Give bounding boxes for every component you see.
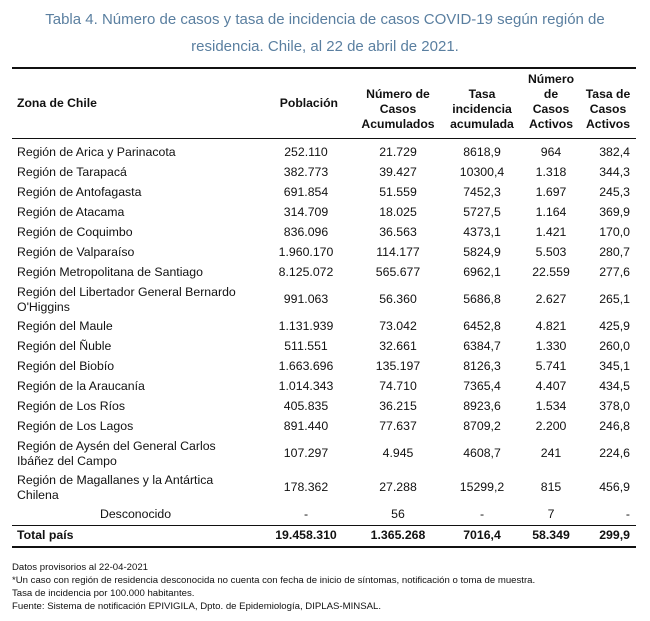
cell-casos-acumulados: 1.365.268: [354, 525, 442, 547]
cell-zona: Región del Maule: [17, 319, 113, 333]
cell-casos-acumulados: 51.559: [379, 185, 417, 199]
footnote: Fuente: Sistema de notificación EPIVIGILA, Dpto. de Epidemiología, DIPLAS-MINSAL.: [12, 601, 382, 612]
cell-tasa-acumulada: 7365,4: [463, 379, 501, 393]
cell-tasa-acumulada: 8618,9: [463, 145, 501, 159]
table-row: [12, 505, 636, 526]
cell-casos-acumulados: 114.177: [376, 245, 420, 259]
cell-casos-activos: 964: [540, 145, 562, 159]
cell-zona: Región de Magallanes y la Antártica Chilena: [17, 472, 214, 502]
cell-casos-activos: 2.200: [535, 419, 567, 433]
cell-casos-activos: 5.503: [535, 245, 567, 259]
table-row: [12, 138, 636, 163]
cell-casos-activos: 22.559: [532, 265, 570, 279]
table-row: [12, 377, 636, 397]
footnote: Tasa de incidencia por 100.000 habitantes.: [12, 588, 195, 599]
cell-casos-acumulados: 21.729: [379, 145, 417, 159]
cell-tasa-acumulada: 15299,2: [459, 480, 505, 494]
cell-tasa-acumulada: 6384,7: [463, 339, 501, 353]
cell-casos-activos: 7: [547, 507, 555, 521]
cell-tasa-activos: 456,9: [599, 480, 630, 494]
cell-casos-acumulados: 135.197: [375, 359, 421, 373]
cell-zona: Región del Libertador General Bernardo O'Higgins: [17, 284, 236, 314]
cell-zona: Región Metropolitana de Santiago: [17, 265, 203, 279]
footnote: Datos provisorios al 22-04-2021: [12, 562, 148, 573]
total-row: [12, 525, 636, 547]
cell-tasa-activos: 425,9: [599, 319, 630, 333]
cell-zona: Región de Antofagasta: [17, 185, 142, 199]
cell-casos-activos: 1.534: [535, 399, 567, 413]
cell-tasa-activos: 170,0: [599, 225, 630, 239]
cell-casos-acumulados: 56.360: [379, 292, 417, 306]
cell-tasa-activos: 277,6: [599, 265, 630, 279]
cell-poblacion: 178.362: [283, 480, 329, 494]
cell-poblacion: 991.063: [283, 292, 329, 306]
cell-tasa-acumulada: 5824,9: [463, 245, 501, 259]
cell-tasa-acumulada: 4608,7: [463, 446, 501, 460]
cell-casos-activos: 241: [540, 446, 562, 460]
cell-zona: Región de Aysén del General Carlos Ibáñez del Campo: [17, 438, 216, 468]
cell-poblacion: 314.709: [283, 205, 329, 219]
cell-poblacion: 252.110: [284, 145, 328, 159]
cell-casos-acumulados: 39.427: [379, 165, 417, 179]
footnote: *Un caso con región de residencia desconocida no cuenta con fecha de inicio de síntomas, notificación o toma de muestra.: [12, 575, 536, 586]
cell-tasa-acumulada: 5727,5: [463, 205, 501, 219]
cell-casos-acumulados: 36.563: [379, 225, 417, 239]
cell-casos-activos: 1.330: [535, 339, 567, 353]
cell-casos-acumulados: 32.661: [379, 339, 417, 353]
cell-poblacion: 511.551: [284, 339, 328, 353]
cell-tasa-acumulada: 6962,1: [463, 265, 501, 279]
cell-casos-activos: 815: [540, 480, 562, 494]
cell-casos-acumulados: 4.945: [382, 446, 414, 460]
header-casos-acumulados: Número de Casos Acumulados: [354, 68, 442, 138]
cell-tasa-acumulada: 8709,2: [463, 419, 501, 433]
cell-casos-activos: 1.318: [535, 165, 567, 179]
table-row: [12, 397, 636, 417]
cell-tasa-acumulada: 6452,8: [463, 319, 501, 333]
cell-zona: Región de Arica y Parinacota: [17, 145, 176, 159]
header-tasa-activos: Tasa de Casos Activos: [580, 68, 636, 138]
cell-poblacion: -: [303, 507, 309, 521]
cell-casos-activos: 4.821: [535, 319, 567, 333]
covid-cases-table: [12, 67, 636, 548]
cell-tasa-acumulada: 5686,8: [463, 292, 501, 306]
cell-poblacion: 8.125.072: [278, 265, 334, 279]
table-body: [12, 138, 636, 547]
cell-casos-acumulados: 36.215: [379, 399, 417, 413]
cell-poblacion: 405.835: [283, 399, 329, 413]
cell-casos-activos: 5.741: [535, 359, 567, 373]
cell-poblacion: 1.960.170: [278, 245, 334, 259]
cell-tasa-activos: 280,7: [599, 245, 630, 259]
table-row: [12, 283, 636, 317]
cell-tasa-acumulada: 10300,4: [459, 165, 505, 179]
cell-tasa-activos: 246,8: [599, 419, 630, 433]
cell-tasa-acumulada: -: [479, 507, 485, 521]
cell-casos-acumulados: 74.710: [379, 379, 417, 393]
header-tasa-acumulada: Tasa incidencia acumulada: [442, 68, 522, 138]
header-row: [12, 68, 636, 138]
cell-casos-acumulados: 77.637: [379, 419, 417, 433]
cell-poblacion: 19.458.310: [258, 525, 354, 547]
cell-tasa-activos: 382,4: [599, 145, 630, 159]
cell-poblacion: 1.014.343: [278, 379, 334, 393]
cell-tasa-activos: 378,0: [599, 399, 630, 413]
table-row: [12, 263, 636, 283]
cell-tasa-activos: 344,3: [599, 165, 630, 179]
table-row: [12, 163, 636, 183]
cell-tasa-activos: 369,9: [599, 205, 630, 219]
cell-zona: Región de la Araucanía: [17, 379, 145, 393]
cell-casos-activos: 1.421: [535, 225, 567, 239]
cell-zona: Región de Los Ríos: [17, 399, 126, 413]
table-row: [12, 417, 636, 437]
cell-tasa-activos: 224,6: [599, 446, 630, 460]
cell-zona: Región de Tarapacá: [17, 165, 127, 179]
cell-poblacion: 891.440: [283, 419, 329, 433]
cell-casos-acumulados: 56: [391, 507, 405, 521]
table-row: [12, 243, 636, 263]
cell-zona: Región de Los Lagos: [17, 419, 134, 433]
cell-casos-activos: 1.164: [535, 205, 567, 219]
cell-poblacion: 1.663.696: [278, 359, 334, 373]
cell-tasa-activos: 434,5: [599, 379, 630, 393]
table-row: [12, 337, 636, 357]
cell-tasa-activos: 265,1: [599, 292, 630, 306]
cell-poblacion: 836.096: [283, 225, 329, 239]
cell-zona: Desconocido: [99, 507, 172, 521]
cell-zona: Total país: [12, 525, 258, 547]
cell-poblacion: 691.854: [283, 185, 329, 199]
cell-tasa-activos: 345,1: [599, 359, 630, 373]
cell-tasa-acumulada: 4373,1: [463, 225, 501, 239]
table-row: [12, 183, 636, 203]
table-row: [12, 471, 636, 505]
cell-casos-activos: 2.627: [535, 292, 567, 306]
cell-casos-activos: 1.697: [535, 185, 567, 199]
table-row: [12, 317, 636, 337]
cell-poblacion: 1.131.939: [278, 319, 334, 333]
cell-casos-acumulados: 27.288: [379, 480, 417, 494]
cell-casos-acumulados: 565.677: [375, 265, 421, 279]
table-title: Tabla 4. Número de casos y tasa de incidencia de casos COVID-19 según región de residencia. Chile, al 22 de abril de 2021.: [45, 11, 605, 55]
header-zona: Zona de Chile: [12, 68, 258, 138]
cell-casos-activos: 58.349: [522, 525, 580, 547]
cell-zona: Región de Coquimbo: [17, 225, 133, 239]
cell-casos-activos: 4.407: [535, 379, 567, 393]
cell-casos-acumulados: 73.042: [379, 319, 417, 333]
cell-tasa-activos: 299,9: [580, 525, 636, 547]
table-row: [12, 203, 636, 223]
table-row: [12, 437, 636, 471]
footnotes: [12, 561, 642, 613]
cell-tasa-activos: -: [625, 507, 630, 521]
table-row: [12, 357, 636, 377]
cell-tasa-acumulada: 8126,3: [463, 359, 501, 373]
table-row: [12, 223, 636, 243]
cell-tasa-activos: 260,0: [599, 339, 630, 353]
cell-zona: Región de Atacama: [17, 205, 125, 219]
cell-poblacion: 107.297: [283, 446, 329, 460]
cell-zona: Región del Ñuble: [17, 339, 112, 353]
cell-poblacion: 382.773: [283, 165, 329, 179]
cell-tasa-activos: 245,3: [599, 185, 630, 199]
header-casos-activos: Número de Casos Activos: [522, 68, 580, 138]
header-poblacion: Población: [258, 68, 354, 138]
cell-tasa-acumulada: 7016,4: [442, 525, 522, 547]
cell-zona: Región de Valparaíso: [17, 245, 135, 259]
cell-tasa-acumulada: 8923,6: [463, 399, 501, 413]
cell-tasa-acumulada: 7452,3: [463, 185, 501, 199]
cell-zona: Región del Biobío: [17, 359, 115, 373]
cell-casos-acumulados: 18.025: [379, 205, 417, 219]
